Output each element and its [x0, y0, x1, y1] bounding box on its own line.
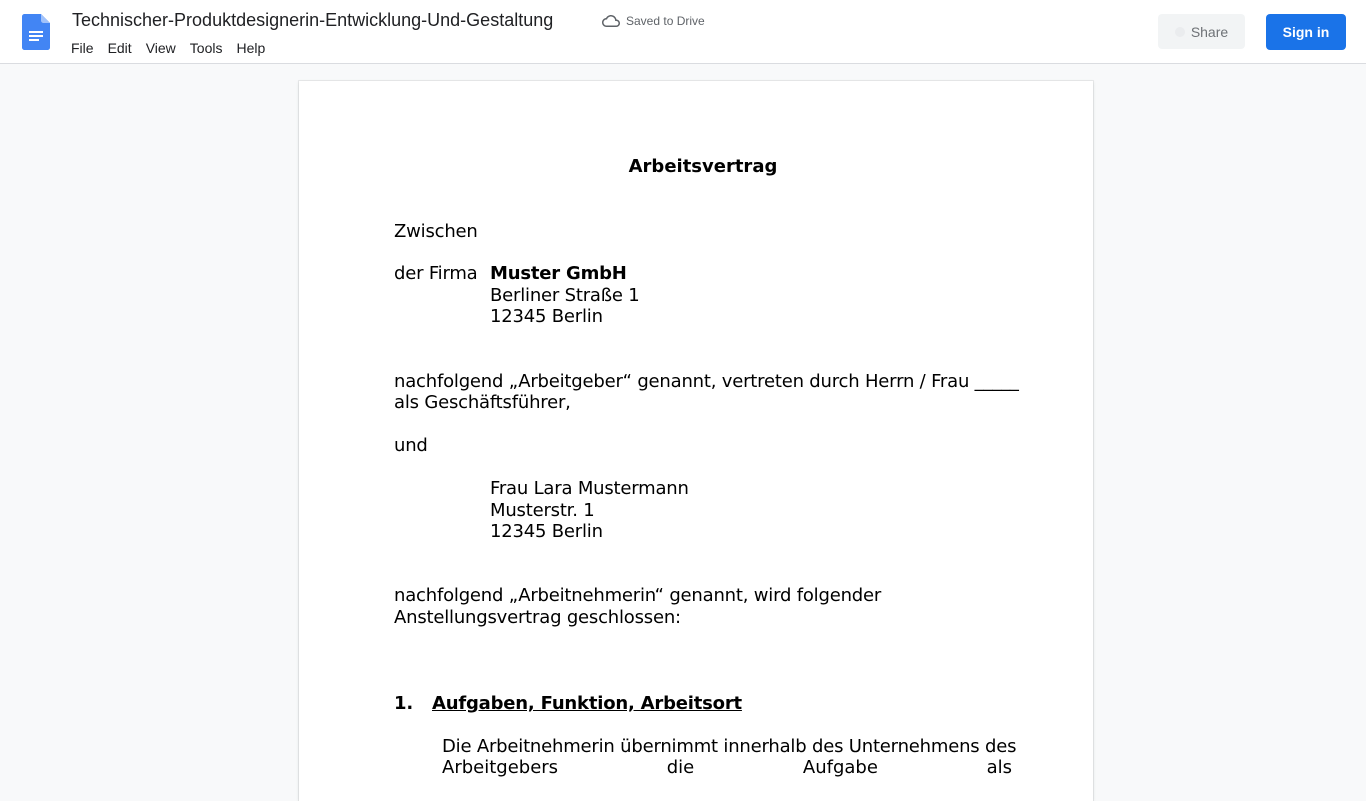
and-text: und: [394, 435, 428, 456]
word: die: [666, 757, 695, 778]
menu-tools[interactable]: Tools: [189, 40, 223, 56]
top-bar: [0, 0, 1366, 64]
word: Aufgabe: [802, 757, 878, 778]
firm-name: Muster GmbH: [490, 263, 627, 284]
section-1-line-2: [442, 757, 1012, 779]
section-1-number: 1.: [394, 693, 413, 714]
employer-line-1: nachfolgend „Arbeitgeber“ genannt, vertreten durch Herrn / Frau _____: [394, 371, 1019, 392]
document-page[interactable]: [299, 81, 1093, 801]
section-1-line-1: Die Arbeitnehmerin übernimmt innerhalb des Unternehmens des: [442, 736, 1017, 757]
section-1-title: Aufgaben, Funktion, Arbeitsort: [432, 693, 742, 714]
menu-help[interactable]: Help: [236, 40, 266, 56]
cloud-done-icon: [602, 14, 620, 28]
employee-name: Frau Lara Mustermann: [490, 478, 689, 499]
employee-line-1: nachfolgend „Arbeitnehmerin“ genannt, wird folgender: [394, 585, 882, 606]
employee-line-2: Anstellungsvertrag geschlossen:: [394, 607, 681, 628]
share-label: Share: [1190, 23, 1229, 40]
google-docs-icon[interactable]: [22, 14, 50, 50]
between-text: Zwischen: [394, 221, 478, 242]
lock-icon: [1175, 27, 1185, 37]
menu-edit[interactable]: Edit: [107, 40, 132, 56]
firm-label: der Firma: [394, 263, 478, 284]
menu-view[interactable]: View: [145, 40, 176, 56]
firm-street: Berliner Straße 1: [490, 285, 640, 306]
menu-file[interactable]: File: [71, 40, 94, 56]
firm-city: 12345 Berlin: [490, 306, 603, 327]
employee-city: 12345 Berlin: [490, 521, 603, 542]
document-heading: Arbeitsvertrag: [628, 156, 778, 177]
employer-line-2: als Geschäftsführer,: [394, 392, 571, 413]
document-title[interactable]: Technischer-Produktdesignerin-Entwicklung-Und-Gestaltung: [72, 10, 554, 30]
share-button[interactable]: [1158, 14, 1245, 49]
menu-bar: [64, 38, 272, 58]
saved-status-label: Saved to Drive: [626, 14, 705, 28]
word: als: [986, 757, 1012, 778]
sign-in-button[interactable]: Sign in: [1266, 14, 1346, 50]
word: Arbeitgebers: [442, 757, 559, 778]
saved-status[interactable]: [602, 14, 705, 28]
employee-street: Musterstr. 1: [490, 500, 595, 521]
